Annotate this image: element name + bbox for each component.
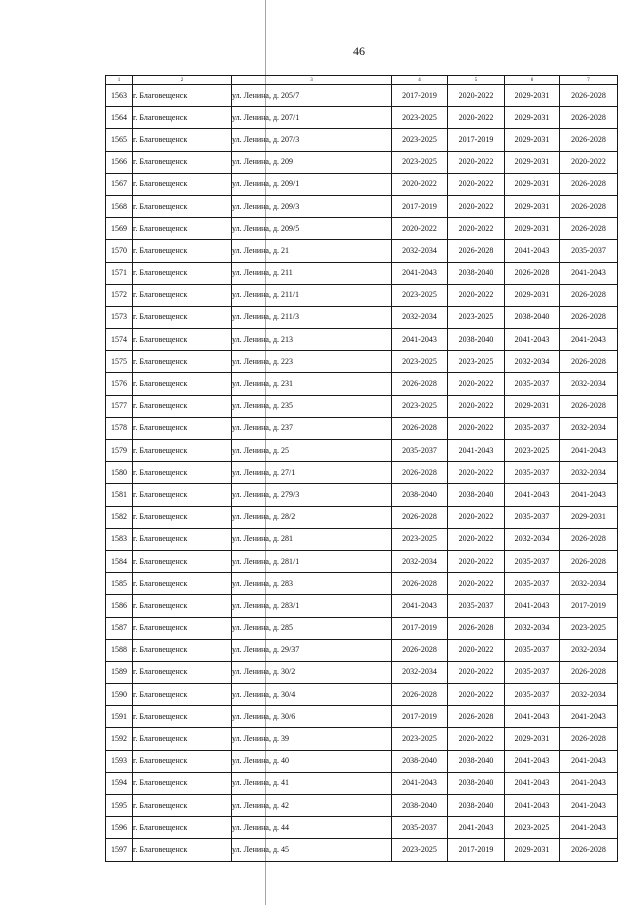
period-cell-5: 2020-2022 bbox=[448, 661, 505, 683]
city-cell: г. Благовещенск bbox=[133, 839, 232, 861]
column-number-cell: 2 bbox=[133, 76, 232, 85]
period-cell-4: 2038-2040 bbox=[392, 750, 448, 772]
period-cell-4: 2041-2043 bbox=[392, 772, 448, 794]
city-cell: г. Благовещенск bbox=[133, 284, 232, 306]
row-number-cell: 1573 bbox=[106, 306, 133, 328]
row-number-cell: 1566 bbox=[106, 151, 133, 173]
period-cell-4: 2026-2028 bbox=[392, 573, 448, 595]
period-cell-6: 2038-2040 bbox=[505, 306, 560, 328]
period-cell-4: 2032-2034 bbox=[392, 550, 448, 572]
city-cell: г. Благовещенск bbox=[133, 573, 232, 595]
period-cell-7: 2032-2034 bbox=[560, 684, 618, 706]
address-cell: ул. Ленина, д. 30/4 bbox=[232, 684, 392, 706]
period-cell-5: 2017-2019 bbox=[448, 129, 505, 151]
address-cell: ул. Ленина, д. 285 bbox=[232, 617, 392, 639]
period-cell-4: 2041-2043 bbox=[392, 329, 448, 351]
city-cell: г. Благовещенск bbox=[133, 306, 232, 328]
period-cell-6: 2029-2031 bbox=[505, 129, 560, 151]
table-row bbox=[106, 506, 618, 528]
period-cell-6: 2029-2031 bbox=[505, 173, 560, 195]
city-cell: г. Благовещенск bbox=[133, 195, 232, 217]
period-cell-4: 2020-2022 bbox=[392, 218, 448, 240]
period-cell-6: 2035-2037 bbox=[505, 373, 560, 395]
period-cell-4: 2017-2019 bbox=[392, 195, 448, 217]
period-cell-6: 2029-2031 bbox=[505, 284, 560, 306]
period-cell-5: 2038-2040 bbox=[448, 484, 505, 506]
city-cell: г. Благовещенск bbox=[133, 528, 232, 550]
period-cell-5: 2020-2022 bbox=[448, 284, 505, 306]
period-cell-7: 2026-2028 bbox=[560, 284, 618, 306]
period-cell-6: 2035-2037 bbox=[505, 462, 560, 484]
table-row bbox=[106, 329, 618, 351]
address-cell: ул. Ленина, д. 42 bbox=[232, 795, 392, 817]
column-number-row bbox=[106, 76, 618, 85]
period-cell-4: 2038-2040 bbox=[392, 484, 448, 506]
address-cell: ул. Ленина, д. 30/6 bbox=[232, 706, 392, 728]
table-row bbox=[106, 528, 618, 550]
city-cell: г. Благовещенск bbox=[133, 240, 232, 262]
period-cell-7: 2026-2028 bbox=[560, 195, 618, 217]
period-cell-5: 2026-2028 bbox=[448, 240, 505, 262]
period-cell-7: 2026-2028 bbox=[560, 107, 618, 129]
city-cell: г. Благовещенск bbox=[133, 639, 232, 661]
table-row bbox=[106, 462, 618, 484]
period-cell-5: 2020-2022 bbox=[448, 573, 505, 595]
period-cell-6: 2032-2034 bbox=[505, 528, 560, 550]
period-cell-7: 2023-2025 bbox=[560, 617, 618, 639]
period-cell-4: 2032-2034 bbox=[392, 306, 448, 328]
period-cell-5: 2020-2022 bbox=[448, 462, 505, 484]
period-cell-4: 2023-2025 bbox=[392, 728, 448, 750]
period-cell-7: 2032-2034 bbox=[560, 417, 618, 439]
period-cell-4: 2017-2019 bbox=[392, 706, 448, 728]
period-cell-7: 2041-2043 bbox=[560, 484, 618, 506]
period-cell-7: 2041-2043 bbox=[560, 750, 618, 772]
period-cell-5: 2041-2043 bbox=[448, 440, 505, 462]
period-cell-5: 2020-2022 bbox=[448, 195, 505, 217]
table-row bbox=[106, 306, 618, 328]
period-cell-4: 2041-2043 bbox=[392, 262, 448, 284]
period-cell-7: 2041-2043 bbox=[560, 329, 618, 351]
period-cell-6: 2041-2043 bbox=[505, 329, 560, 351]
city-cell: г. Благовещенск bbox=[133, 706, 232, 728]
period-cell-4: 2023-2025 bbox=[392, 351, 448, 373]
column-number-cell: 7 bbox=[560, 76, 618, 85]
period-cell-7: 2026-2028 bbox=[560, 351, 618, 373]
address-cell: ул. Ленина, д. 209 bbox=[232, 151, 392, 173]
city-cell: г. Благовещенск bbox=[133, 750, 232, 772]
page-number: 46 bbox=[353, 44, 365, 58]
city-cell: г. Благовещенск bbox=[133, 262, 232, 284]
table-row bbox=[106, 173, 618, 195]
period-cell-5: 2020-2022 bbox=[448, 550, 505, 572]
period-cell-6: 2035-2037 bbox=[505, 417, 560, 439]
period-cell-6: 2029-2031 bbox=[505, 107, 560, 129]
table-row bbox=[106, 284, 618, 306]
period-cell-7: 2041-2043 bbox=[560, 706, 618, 728]
period-cell-7: 2026-2028 bbox=[560, 550, 618, 572]
period-cell-7: 2041-2043 bbox=[560, 795, 618, 817]
table-row bbox=[106, 151, 618, 173]
city-cell: г. Благовещенск bbox=[133, 484, 232, 506]
period-cell-4: 2035-2037 bbox=[392, 440, 448, 462]
address-cell: ул. Ленина, д. 231 bbox=[232, 373, 392, 395]
row-number-cell: 1587 bbox=[106, 617, 133, 639]
city-cell: г. Благовещенск bbox=[133, 417, 232, 439]
period-cell-6: 2035-2037 bbox=[505, 550, 560, 572]
table-row bbox=[106, 395, 618, 417]
period-cell-4: 2026-2028 bbox=[392, 506, 448, 528]
table-row bbox=[106, 129, 618, 151]
address-cell: ул. Ленина, д. 281/1 bbox=[232, 550, 392, 572]
city-cell: г. Благовещенск bbox=[133, 684, 232, 706]
period-cell-7: 2026-2028 bbox=[560, 85, 618, 107]
address-cell: ул. Ленина, д. 25 bbox=[232, 440, 392, 462]
table-row bbox=[106, 639, 618, 661]
row-number-cell: 1575 bbox=[106, 351, 133, 373]
period-cell-6: 2041-2043 bbox=[505, 750, 560, 772]
period-cell-7: 2026-2028 bbox=[560, 306, 618, 328]
period-cell-6: 2029-2031 bbox=[505, 218, 560, 240]
row-number-cell: 1579 bbox=[106, 440, 133, 462]
period-cell-5: 2026-2028 bbox=[448, 706, 505, 728]
table-row bbox=[106, 795, 618, 817]
period-cell-7: 2026-2028 bbox=[560, 661, 618, 683]
address-cell: ул. Ленина, д. 235 bbox=[232, 395, 392, 417]
row-number-cell: 1569 bbox=[106, 218, 133, 240]
period-cell-6: 2041-2043 bbox=[505, 484, 560, 506]
period-cell-4: 2017-2019 bbox=[392, 617, 448, 639]
city-cell: г. Благовещенск bbox=[133, 772, 232, 794]
city-cell: г. Благовещенск bbox=[133, 107, 232, 129]
address-cell: ул. Ленина, д. 44 bbox=[232, 817, 392, 839]
city-cell: г. Благовещенск bbox=[133, 728, 232, 750]
table-row bbox=[106, 240, 618, 262]
table-row bbox=[106, 218, 618, 240]
period-cell-5: 2020-2022 bbox=[448, 218, 505, 240]
period-cell-5: 2020-2022 bbox=[448, 107, 505, 129]
city-cell: г. Благовещенск bbox=[133, 595, 232, 617]
row-number-cell: 1590 bbox=[106, 684, 133, 706]
address-cell: ул. Ленина, д. 209/3 bbox=[232, 195, 392, 217]
period-cell-7: 2041-2043 bbox=[560, 772, 618, 794]
row-number-cell: 1570 bbox=[106, 240, 133, 262]
table-row bbox=[106, 684, 618, 706]
address-cell: ул. Ленина, д. 39 bbox=[232, 728, 392, 750]
city-cell: г. Благовещенск bbox=[133, 395, 232, 417]
period-cell-4: 2023-2025 bbox=[392, 151, 448, 173]
address-cell: ул. Ленина, д. 283/1 bbox=[232, 595, 392, 617]
period-cell-7: 2026-2028 bbox=[560, 218, 618, 240]
row-number-cell: 1583 bbox=[106, 528, 133, 550]
period-cell-6: 2023-2025 bbox=[505, 440, 560, 462]
row-number-cell: 1591 bbox=[106, 706, 133, 728]
period-cell-7: 2029-2031 bbox=[560, 506, 618, 528]
period-cell-4: 2020-2022 bbox=[392, 173, 448, 195]
city-cell: г. Благовещенск bbox=[133, 462, 232, 484]
row-number-cell: 1564 bbox=[106, 107, 133, 129]
city-cell: г. Благовещенск bbox=[133, 661, 232, 683]
address-cell: ул. Ленина, д. 223 bbox=[232, 351, 392, 373]
column-number-cell: 1 bbox=[106, 76, 133, 85]
period-cell-6: 2029-2031 bbox=[505, 728, 560, 750]
period-cell-6: 2041-2043 bbox=[505, 795, 560, 817]
period-cell-4: 2038-2040 bbox=[392, 795, 448, 817]
period-cell-4: 2017-2019 bbox=[392, 85, 448, 107]
city-cell: г. Благовещенск bbox=[133, 351, 232, 373]
period-cell-4: 2026-2028 bbox=[392, 373, 448, 395]
address-cell: ул. Ленина, д. 211/3 bbox=[232, 306, 392, 328]
period-cell-5: 2020-2022 bbox=[448, 373, 505, 395]
period-cell-7: 2026-2028 bbox=[560, 528, 618, 550]
city-cell: г. Благовещенск bbox=[133, 440, 232, 462]
period-cell-6: 2029-2031 bbox=[505, 395, 560, 417]
city-cell: г. Благовещенск bbox=[133, 550, 232, 572]
address-cell: ул. Ленина, д. 41 bbox=[232, 772, 392, 794]
period-cell-5: 2023-2025 bbox=[448, 351, 505, 373]
address-cell: ул. Ленина, д. 45 bbox=[232, 839, 392, 861]
period-cell-5: 2038-2040 bbox=[448, 772, 505, 794]
table-row bbox=[106, 839, 618, 861]
table-row bbox=[106, 573, 618, 595]
table-row bbox=[106, 772, 618, 794]
period-cell-6: 2041-2043 bbox=[505, 595, 560, 617]
period-cell-5: 2020-2022 bbox=[448, 684, 505, 706]
period-cell-7: 2026-2028 bbox=[560, 173, 618, 195]
period-cell-4: 2041-2043 bbox=[392, 595, 448, 617]
city-cell: г. Благовещенск bbox=[133, 173, 232, 195]
row-number-cell: 1585 bbox=[106, 573, 133, 595]
housing-registry-table bbox=[105, 75, 618, 862]
table-row bbox=[106, 706, 618, 728]
period-cell-5: 2038-2040 bbox=[448, 329, 505, 351]
period-cell-7: 2035-2037 bbox=[560, 240, 618, 262]
period-cell-5: 2038-2040 bbox=[448, 750, 505, 772]
row-number-cell: 1576 bbox=[106, 373, 133, 395]
period-cell-7: 2032-2034 bbox=[560, 639, 618, 661]
address-cell: ул. Ленина, д. 207/3 bbox=[232, 129, 392, 151]
address-cell: ул. Ленина, д. 27/1 bbox=[232, 462, 392, 484]
period-cell-4: 2035-2037 bbox=[392, 817, 448, 839]
city-cell: г. Благовещенск bbox=[133, 218, 232, 240]
table-row bbox=[106, 440, 618, 462]
column-number-cell: 3 bbox=[232, 76, 392, 85]
period-cell-6: 2035-2037 bbox=[505, 573, 560, 595]
row-number-cell: 1596 bbox=[106, 817, 133, 839]
period-cell-7: 2032-2034 bbox=[560, 373, 618, 395]
period-cell-7: 2026-2028 bbox=[560, 129, 618, 151]
row-number-cell: 1577 bbox=[106, 395, 133, 417]
period-cell-6: 2032-2034 bbox=[505, 351, 560, 373]
period-cell-4: 2023-2025 bbox=[392, 528, 448, 550]
address-cell: ул. Ленина, д. 213 bbox=[232, 329, 392, 351]
table-row bbox=[106, 373, 618, 395]
city-cell: г. Благовещенск bbox=[133, 373, 232, 395]
city-cell: г. Благовещенск bbox=[133, 817, 232, 839]
address-cell: ул. Ленина, д. 207/1 bbox=[232, 107, 392, 129]
period-cell-5: 2038-2040 bbox=[448, 262, 505, 284]
row-number-cell: 1581 bbox=[106, 484, 133, 506]
table-row bbox=[106, 550, 618, 572]
row-number-cell: 1593 bbox=[106, 750, 133, 772]
period-cell-6: 2035-2037 bbox=[505, 506, 560, 528]
city-cell: г. Благовещенск bbox=[133, 506, 232, 528]
period-cell-7: 2026-2028 bbox=[560, 395, 618, 417]
city-cell: г. Благовещенск bbox=[133, 129, 232, 151]
period-cell-5: 2035-2037 bbox=[448, 595, 505, 617]
address-cell: ул. Ленина, д. 28/2 bbox=[232, 506, 392, 528]
period-cell-5: 2026-2028 bbox=[448, 617, 505, 639]
period-cell-4: 2023-2025 bbox=[392, 107, 448, 129]
period-cell-5: 2020-2022 bbox=[448, 173, 505, 195]
period-cell-5: 2023-2025 bbox=[448, 306, 505, 328]
period-cell-7: 2032-2034 bbox=[560, 462, 618, 484]
address-cell: ул. Ленина, д. 283 bbox=[232, 573, 392, 595]
row-number-cell: 1582 bbox=[106, 506, 133, 528]
row-number-cell: 1588 bbox=[106, 639, 133, 661]
address-cell: ул. Ленина, д. 209/1 bbox=[232, 173, 392, 195]
column-number-cell: 4 bbox=[392, 76, 448, 85]
table-row bbox=[106, 661, 618, 683]
row-number-cell: 1568 bbox=[106, 195, 133, 217]
period-cell-6: 2041-2043 bbox=[505, 772, 560, 794]
period-cell-6: 2035-2037 bbox=[505, 661, 560, 683]
table-row bbox=[106, 728, 618, 750]
period-cell-6: 2029-2031 bbox=[505, 195, 560, 217]
address-cell: ул. Ленина, д. 205/7 bbox=[232, 85, 392, 107]
period-cell-7: 2041-2043 bbox=[560, 817, 618, 839]
period-cell-5: 2020-2022 bbox=[448, 639, 505, 661]
period-cell-5: 2020-2022 bbox=[448, 85, 505, 107]
period-cell-5: 2020-2022 bbox=[448, 728, 505, 750]
row-number-cell: 1584 bbox=[106, 550, 133, 572]
table-row bbox=[106, 817, 618, 839]
address-cell: ул. Ленина, д. 29/37 bbox=[232, 639, 392, 661]
address-cell: ул. Ленина, д. 211/1 bbox=[232, 284, 392, 306]
city-cell: г. Благовещенск bbox=[133, 329, 232, 351]
table-row bbox=[106, 107, 618, 129]
period-cell-5: 2041-2043 bbox=[448, 817, 505, 839]
period-cell-7: 2020-2022 bbox=[560, 151, 618, 173]
table-row bbox=[106, 750, 618, 772]
row-number-cell: 1572 bbox=[106, 284, 133, 306]
table-row bbox=[106, 351, 618, 373]
row-number-cell: 1597 bbox=[106, 839, 133, 861]
period-cell-6: 2023-2025 bbox=[505, 817, 560, 839]
address-cell: ул. Ленина, д. 237 bbox=[232, 417, 392, 439]
period-cell-5: 2020-2022 bbox=[448, 395, 505, 417]
address-cell: ул. Ленина, д. 211 bbox=[232, 262, 392, 284]
table-row bbox=[106, 262, 618, 284]
row-number-cell: 1571 bbox=[106, 262, 133, 284]
period-cell-4: 2026-2028 bbox=[392, 639, 448, 661]
period-cell-5: 2020-2022 bbox=[448, 417, 505, 439]
row-number-cell: 1592 bbox=[106, 728, 133, 750]
period-cell-6: 2041-2043 bbox=[505, 240, 560, 262]
table-row bbox=[106, 417, 618, 439]
period-cell-5: 2020-2022 bbox=[448, 528, 505, 550]
city-cell: г. Благовещенск bbox=[133, 85, 232, 107]
row-number-cell: 1574 bbox=[106, 329, 133, 351]
period-cell-4: 2026-2028 bbox=[392, 417, 448, 439]
row-number-cell: 1563 bbox=[106, 85, 133, 107]
table-row bbox=[106, 617, 618, 639]
row-number-cell: 1594 bbox=[106, 772, 133, 794]
period-cell-6: 2029-2031 bbox=[505, 839, 560, 861]
row-number-cell: 1578 bbox=[106, 417, 133, 439]
row-number-cell: 1589 bbox=[106, 661, 133, 683]
address-cell: ул. Ленина, д. 40 bbox=[232, 750, 392, 772]
period-cell-6: 2029-2031 bbox=[505, 85, 560, 107]
period-cell-7: 2041-2043 bbox=[560, 440, 618, 462]
period-cell-4: 2023-2025 bbox=[392, 284, 448, 306]
period-cell-5: 2017-2019 bbox=[448, 839, 505, 861]
table-body bbox=[106, 76, 618, 862]
city-cell: г. Благовещенск bbox=[133, 795, 232, 817]
address-cell: ул. Ленина, д. 30/2 bbox=[232, 661, 392, 683]
period-cell-4: 2026-2028 bbox=[392, 462, 448, 484]
period-cell-6: 2035-2037 bbox=[505, 684, 560, 706]
row-number-cell: 1580 bbox=[106, 462, 133, 484]
period-cell-6: 2029-2031 bbox=[505, 151, 560, 173]
table-row bbox=[106, 595, 618, 617]
table-row bbox=[106, 484, 618, 506]
period-cell-4: 2026-2028 bbox=[392, 684, 448, 706]
city-cell: г. Благовещенск bbox=[133, 151, 232, 173]
period-cell-4: 2023-2025 bbox=[392, 129, 448, 151]
period-cell-7: 2032-2034 bbox=[560, 573, 618, 595]
period-cell-4: 2023-2025 bbox=[392, 839, 448, 861]
row-number-cell: 1565 bbox=[106, 129, 133, 151]
period-cell-7: 2026-2028 bbox=[560, 728, 618, 750]
period-cell-4: 2032-2034 bbox=[392, 240, 448, 262]
period-cell-7: 2041-2043 bbox=[560, 262, 618, 284]
column-number-cell: 6 bbox=[505, 76, 560, 85]
row-number-cell: 1567 bbox=[106, 173, 133, 195]
address-cell: ул. Ленина, д. 281 bbox=[232, 528, 392, 550]
period-cell-5: 2020-2022 bbox=[448, 506, 505, 528]
period-cell-5: 2038-2040 bbox=[448, 795, 505, 817]
row-number-cell: 1595 bbox=[106, 795, 133, 817]
table-row bbox=[106, 85, 618, 107]
table-row bbox=[106, 195, 618, 217]
address-cell: ул. Ленина, д. 279/3 bbox=[232, 484, 392, 506]
period-cell-4: 2023-2025 bbox=[392, 395, 448, 417]
period-cell-6: 2035-2037 bbox=[505, 639, 560, 661]
period-cell-6: 2032-2034 bbox=[505, 617, 560, 639]
column-number-cell: 5 bbox=[448, 76, 505, 85]
period-cell-4: 2032-2034 bbox=[392, 661, 448, 683]
period-cell-7: 2017-2019 bbox=[560, 595, 618, 617]
city-cell: г. Благовещенск bbox=[133, 617, 232, 639]
period-cell-6: 2026-2028 bbox=[505, 262, 560, 284]
period-cell-5: 2020-2022 bbox=[448, 151, 505, 173]
row-number-cell: 1586 bbox=[106, 595, 133, 617]
period-cell-6: 2041-2043 bbox=[505, 706, 560, 728]
period-cell-7: 2026-2028 bbox=[560, 839, 618, 861]
address-cell: ул. Ленина, д. 21 bbox=[232, 240, 392, 262]
address-cell: ул. Ленина, д. 209/5 bbox=[232, 218, 392, 240]
